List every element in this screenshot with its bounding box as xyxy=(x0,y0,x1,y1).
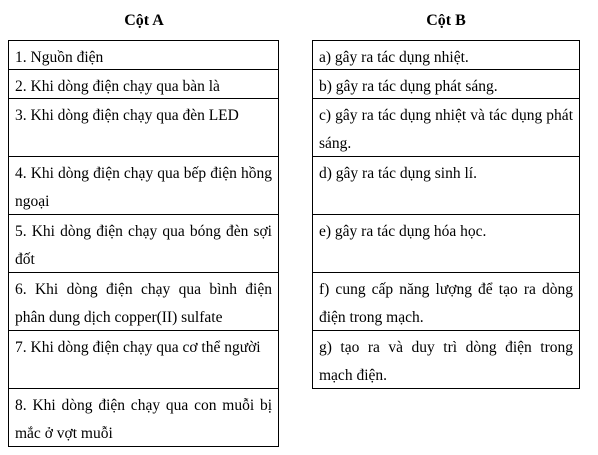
column-b-item: d) gây ra tác dụng sinh lí. xyxy=(313,157,580,215)
column-b-item: b) gây ra tác dụng phát sáng. xyxy=(313,70,580,99)
column-a-header: Cột A xyxy=(124,12,164,29)
column-b-item: a) gây ra tác dụng nhiệt. xyxy=(313,41,580,70)
column-a-table xyxy=(8,40,279,447)
column-a-item: 8. Khi dòng điện chạy qua con muỗi bị mắc ở vợt muỗi xyxy=(9,389,279,447)
column-a-item: 6. Khi dòng điện chạy qua bình điện phân dung dịch copper(II) sulfate xyxy=(9,273,279,331)
column-b-table xyxy=(312,40,580,389)
column-b-item: c) gây ra tác dụng nhiệt và tác dụng phát sáng. xyxy=(313,99,580,157)
column-b-item: f) cung cấp năng lượng để tạo ra dòng điện trong mạch. xyxy=(313,273,580,331)
column-b-header: Cột B xyxy=(426,12,466,29)
column-a-item: 7. Khi dòng điện chạy qua cơ thể người xyxy=(9,331,279,389)
column-b-item: e) gây ra tác dụng hóa học. xyxy=(313,215,580,273)
column-b-item: g) tạo ra và duy trì dòng điện trong mạch điện. xyxy=(313,331,580,389)
column-a-item: 3. Khi dòng điện chạy qua đèn LED xyxy=(9,99,279,157)
column-a-item: 2. Khi dòng điện chạy qua bàn là xyxy=(9,70,279,99)
column-a-item: 5. Khi dòng điện chạy qua bóng đèn sợi đốt xyxy=(9,215,279,273)
column-a-item: 1. Nguồn điện xyxy=(9,41,279,70)
column-a-item: 4. Khi dòng điện chạy qua bếp điện hồng ngoại xyxy=(9,157,279,215)
